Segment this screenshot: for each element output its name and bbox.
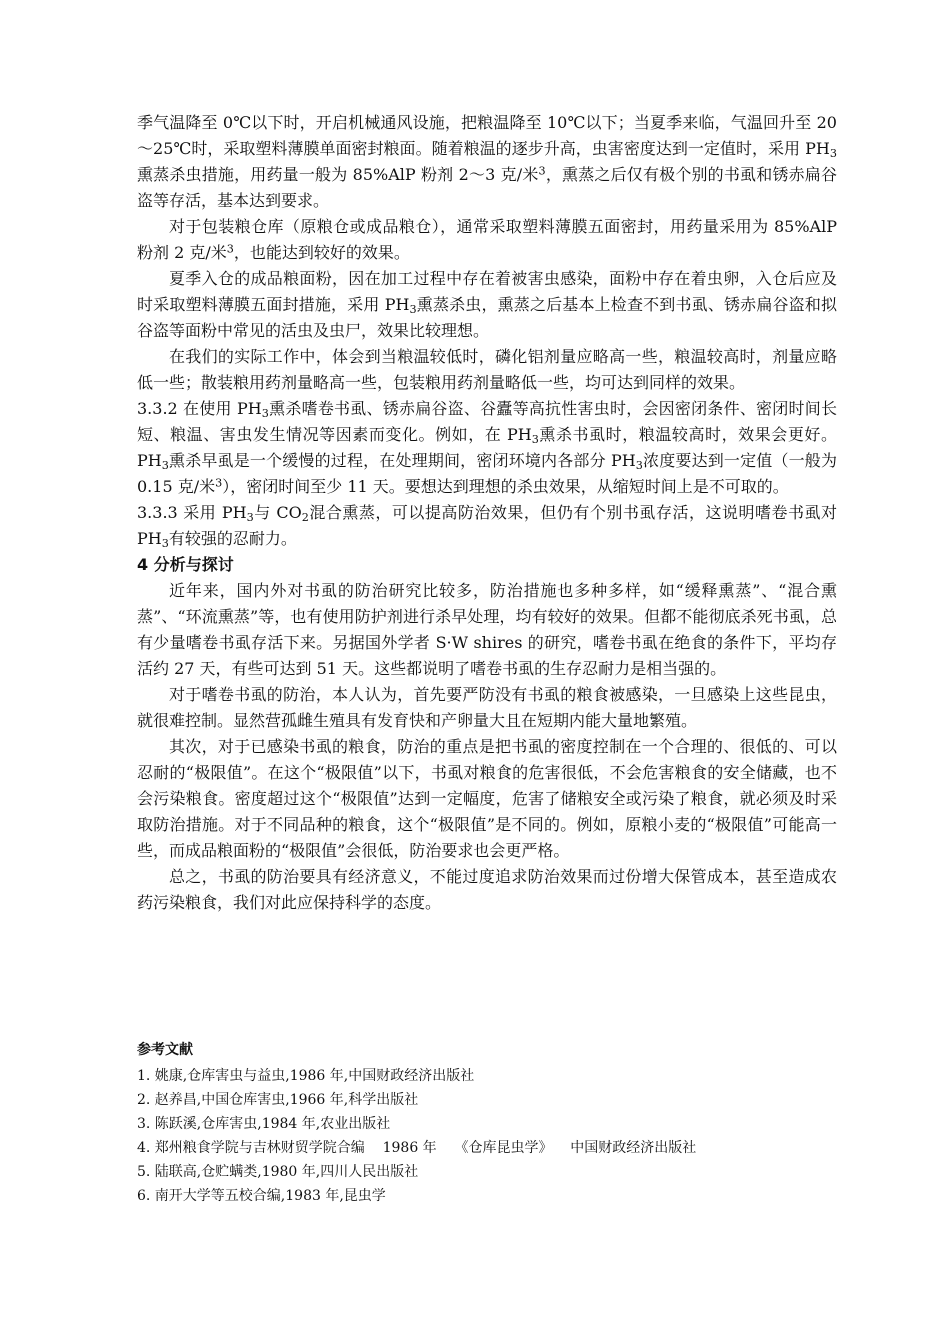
references-title: 参考文献 — [137, 1042, 193, 1058]
document-body — [137, 110, 837, 916]
paragraph-conclusion: 总之，书虱的防治要具有经济意义，不能过度追求防治效果而过份增大保管成本，甚至造成农药污染粮食，我们对此应保持科学的态度。 — [137, 867, 837, 912]
paragraph-section-3-3-2: 3.3.2 在使用 $PH_3$熏杀嗜卷书虱、锈赤扁谷盗、谷蠹等高抗性害虫时，会因密闭条件、密闭时间长短、粮温、害虫发生情况等因素而变化。例如，在 $PH_3$熏杀书虱时，粮温较高时，效果会更好。$PH_3$熏杀早虱是一个缓慢的过程，在处理期间，密闭环境内各部分 $PH_3$浓度要达到一定值（一般为 0.15 克/米$^3$），密闭时间至少 11 天。要想达到理想的杀虫效果，从缩短时间上是不可取的。 — [137, 399, 837, 496]
paragraph-storage-fumigation: 季气温降至 0℃以下时，开启机械通风设施，把粮温降至 10℃以下；当夏季来临，气温回升至 20～25℃时，采取塑料薄膜单面密封粮面。随着粮温的逐步升高，虫害密度达到一定值时，采用 $PH_3$熏蒸杀虫措施，用药量一般为 85%AlP 粉剂 2～3 克/米$^3$，熏蒸之后仅有极个别的书虱和锈赤扁谷盗等存活，基本达到要求。 — [137, 113, 837, 210]
paragraph-threshold: 其次，对于已感染书虱的粮食，防治的重点是把书虱的密度控制在一个合理的、很低的、可以忍耐的“极限值”。在这个“极限值”以下，书虱对粮食的危害很低，不会危害粮食的安全储藏，也不会污染粮食。密度超过这个“极限值”达到一定幅度，危害了储粮安全或污染了粮食，就必须及时采取防治措施。对于不同品种的粮食，这个“极限值”是不同的。例如，原粮小麦的“极限值”可能高一些，而成品粮面粉的“极限值”会很低，防治要求也会更严格。 — [137, 737, 837, 860]
paragraph-prevention: 对于嗜卷书虱的防治，本人认为，首先要严防没有书虱的粮食被感染，一旦感染上这些昆虫，就很难控制。显然营孤雌生殖具有发育快和产卵量大且在短期内能大量地繁殖。 — [137, 685, 837, 730]
reference-item: 3. 陈跃溪,仓库害虫,1984 年,农业出版社 — [137, 1116, 391, 1132]
paragraph-summer-flour: 夏季入仓的成品粮面粉，因在加工过程中存在着被害虫感染，面粉中存在着虫卵，入仓后应及时采取塑料薄膜五面封措施，采用 $PH_3$熏蒸杀虫，熏蒸之后基本上检查不到书虱、锈赤扁谷盗和拟谷盗等面粉中常见的活虫及虫尸，效果比较理想。 — [137, 269, 837, 340]
paragraph-dosage-experience: 在我们的实际工作中，体会到当粮温较低时，磷化铝剂量应略高一些，粮温较高时，剂量应略低一些；散装粮用药剂量略高一些，包装粮用药剂量略低一些，均可达到同样的效果。 — [137, 347, 837, 392]
section-heading-analysis: 4 分析与探讨 — [137, 555, 234, 574]
reference-item: 5. 陆联高,仓贮螨类,1980 年,四川人民出版社 — [137, 1164, 419, 1180]
references-section — [137, 1038, 837, 1208]
paragraph-packaged-grain: 对于包装粮仓库（原粮仓或成品粮仓），通常采取塑料薄膜五面密封，用药量采用为 85%AlP 粉剂 2 克/米$^3$，也能达到较好的效果。 — [137, 217, 837, 262]
reference-item: 2. 赵养昌,中国仓库害虫,1966 年,科学出版社 — [137, 1092, 419, 1108]
paragraph-section-3-3-3: 3.3.3 采用 $PH_3$与 $CO_2$混合熏蒸，可以提高防治效果，但仍有个别书虱存活，这说明嗜卷书虱对 $PH_3$有较强的忍耐力。 — [137, 503, 837, 550]
reference-item: 4. 郑州粮食学院与吉林财贸学院合编 1986 年 《仓库昆虫学》 中国财政经济出版社 — [137, 1140, 697, 1156]
paragraph-research-overview: 近年来，国内外对书虱的防治研究比较多，防治措施也多种多样，如“缓释熏蒸”、“混合熏蒸”、“环流熏蒸”等，也有使用防护剂进行杀早处理，均有较好的效果。但都不能彻底杀死书虱，总有少量嗜卷书虱存活下来。另据国外学者 S·W shires 的研究，嗜卷书虱在绝食的条件下，平均存活约 27 天，有些可达到 51 天。这些都说明了嗜卷书虱的生存忍耐力是相当强的。 — [137, 581, 837, 678]
reference-item: 6. 南开大学等五校合编,1983 年,昆虫学 — [137, 1188, 386, 1204]
reference-item: 1. 姚康,仓库害虫与益虫,1986 年,中国财政经济出版社 — [137, 1068, 475, 1084]
